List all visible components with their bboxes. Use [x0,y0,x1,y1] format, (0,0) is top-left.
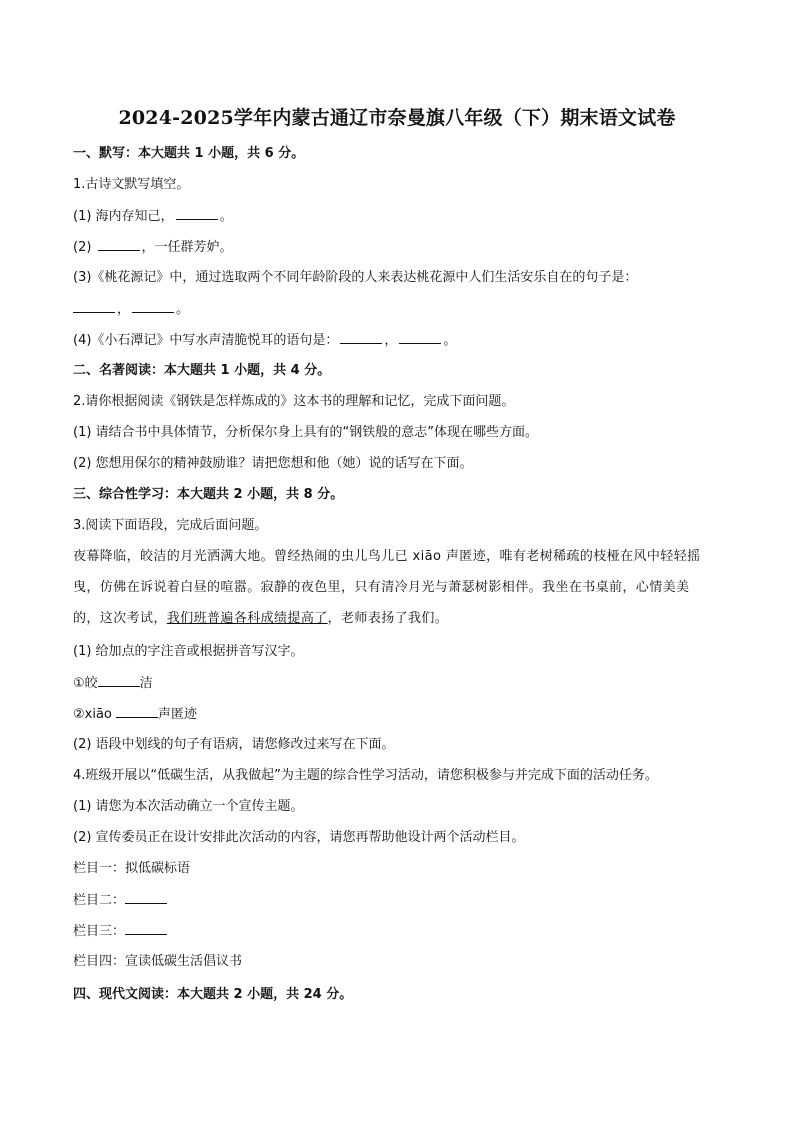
underlined-sentence: 我们班普遍各科成绩提高了 [166,611,328,626]
question-1-part-1 [73,207,233,226]
column-4: 栏目四：宣读低碳生活倡议书 [73,954,243,969]
answer-blank[interactable] [73,300,115,313]
q3-c2-end: 声匿迹 [158,707,198,722]
question-2-part-2: (2) 您想用保尔的精神鼓励谁？请把您想和他（她）说的话写在下面。 [73,456,473,471]
question-1-part-3: (3)《桃花源记》中，通过选取两个不同年龄阶段的人来表达桃花源中人们生活安乐自在的句子是： [73,270,638,285]
section-4-header [73,986,352,1004]
answer-blank[interactable] [340,331,382,344]
section-2-header [73,362,330,380]
q1-p4-text: (4)《小石潭记》中写水声清脆悦耳的语句是： [73,333,339,348]
section-4-head: 四、现代文阅读： [73,987,178,1002]
column-2-label: 栏目二： [73,893,126,908]
section-3-head: 三、综合性学习： [73,487,178,502]
q3-c1-text: ①皎 [73,676,98,691]
question-4-stem: 4.班级开展以“低碳生活，从我做起”为主题的综合性学习活动，请您积极参与并完成下面的活动任务。 [73,768,658,783]
section-3-desc: 本大题共 2 小题，共 8 分。 [177,487,344,502]
q1-p4-end: 。 [443,333,457,348]
section-1-header [73,145,304,163]
q1-p4-sep: ， [384,333,398,348]
question-1-part-4 [73,331,456,350]
passage-line-3-start: 的，这次考试， [73,611,167,626]
answer-blank[interactable] [98,674,140,687]
question-2-stem: 2.请你根据阅读《钢铁是怎样炼成的》这本书的理解和记忆，完成下面问题。 [73,394,515,409]
section-3-header [73,486,343,504]
column-3-label: 栏目三： [73,924,126,939]
q3-c1-end: 洁 [139,676,153,691]
column-2 [73,891,167,910]
passage-line-2: 曳，仿佛在诉说着白昼的喧嚣。寂静的夜色里，只有清冷月光与萧瑟树影相伴。我坐在书桌前，心情美美 [73,580,690,595]
answer-blank[interactable] [125,922,167,935]
question-4-part-1: (1) 请您为本次活动确立一个宣传主题。 [73,799,304,814]
section-2-head: 二、名著阅读： [73,363,165,378]
q1-p1-text: (1) 海内存知己， [73,209,174,224]
section-4-desc: 本大题共 2 小题，共 24 分。 [177,987,353,1002]
column-1: 栏目一：拟低碳标语 [73,861,191,876]
page-title: 2024-2025学年内蒙古通辽市奈曼旗八年级（下）期末语文试卷 [118,107,676,129]
passage-line-1: 夜幕降临，皎洁的月光洒满大地。曾经热闹的虫儿鸟儿已 xiāo 声匿迹，唯有老树稀疏的枝桠在风中轻轻摇 [73,549,701,564]
q1-p3-sep: ， [117,302,131,317]
q1-p3-end: 。 [176,302,190,317]
question-1-part-2 [73,238,233,257]
question-2-part-1: (1) 请结合书中具体情节，分析保尔身上具有的“钢铁般的意志”体现在哪些方面。 [73,425,539,440]
passage-line-3-end: ，老师表扬了我们。 [327,611,449,626]
section-2-desc: 本大题共 1 小题，共 4 分。 [164,363,331,378]
question-1-part-3-blanks [73,300,189,319]
question-3-part-1: (1) 给加点的字注音或根据拼音写汉字。 [73,644,304,659]
answer-blank[interactable] [116,705,158,718]
question-3-part-2: (2) 语段中划线的句子有语病，请您修改过来写在下面。 [73,737,395,752]
question-4-part-2: (2) 宣传委员正在设计安排此次活动的内容，请您再帮助他设计两个活动栏目。 [73,830,525,845]
question-1-stem: 1.古诗文默写填空。 [73,177,190,192]
answer-blank[interactable] [125,891,167,904]
answer-blank[interactable] [399,331,441,344]
column-3 [73,922,167,941]
q1-p2-end: ，一任群芳妒。 [141,240,233,255]
answer-blank[interactable] [176,207,218,220]
question-3-item-2 [73,705,197,724]
section-1-head: 一、默写： [73,146,139,161]
answer-blank[interactable] [132,300,174,313]
q1-p2-text: (2) [73,240,96,255]
question-3-item-1 [73,674,153,693]
q1-p1-end: 。 [219,209,233,224]
section-1-desc: 本大题共 1 小题，共 6 分。 [138,146,305,161]
question-3-stem: 3.阅读下面语段，完成后面问题。 [73,518,268,533]
passage-line-3 [73,610,448,628]
q3-c2-text: ②xiāo [73,707,117,722]
answer-blank[interactable] [98,238,140,251]
